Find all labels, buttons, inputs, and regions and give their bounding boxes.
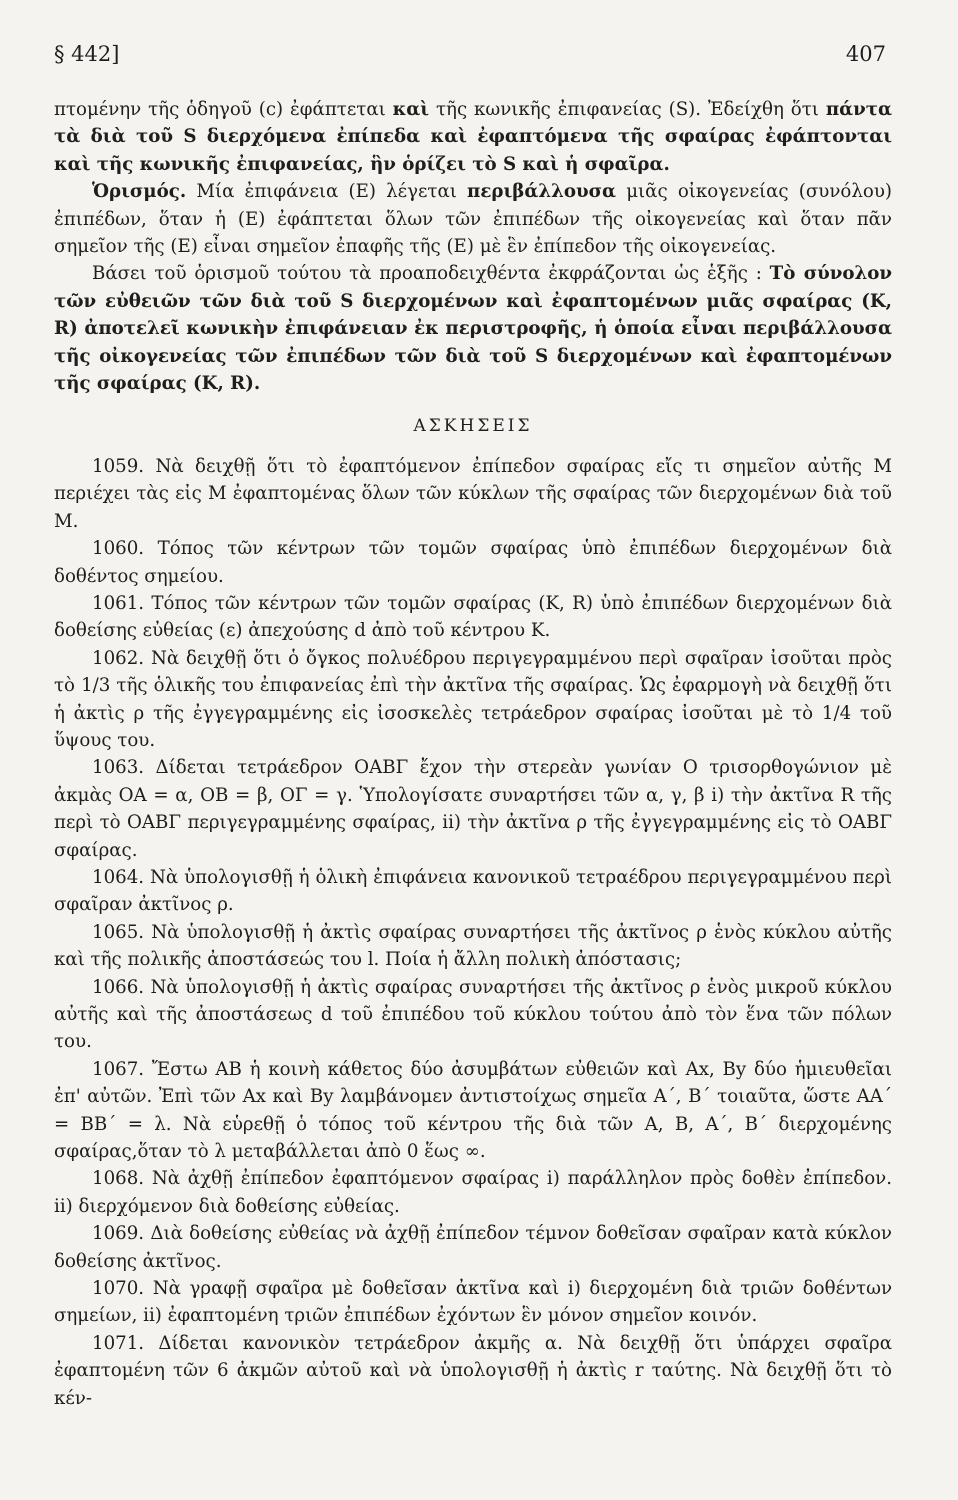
exercise-item [54,1056,892,1166]
definition-paragraph [54,178,892,260]
exercise-text: Νὰ γραφῇ σφαῖρα μὲ δοθεῖσαν ἀκτῖνα καὶ i) διερχομένη διὰ τριῶν δοθέντων σημείων, ii) ἐφαπτομένη τριῶν ἐπιπέδων ἐχόντων ἓν μόνον σημεῖον κοινόν. [54,1278,892,1327]
exercise-item [54,453,892,535]
exercise-text: Τόπος τῶν κέντρων τῶν τομῶν σφαίρας (K, R) ὑπὸ ἐπιπέδων διερχομένων διὰ δοθείσης εὐθείας (ε) ἀπεχούσης d ἀπὸ τοῦ κέντρου K. [54,592,892,642]
exercise-text: Δίδεται κανονικὸν τετράεδρον ἀκμῆς α. Νὰ δειχθῇ ὅτι ὑπάρχει σφαῖρα ἐφαπτομένη τῶν 6 ἀκμῶν αὐτοῦ καὶ νὰ ὑπολογισθῇ ἡ ἀκτὶς r ταύτης. Νὰ δειχθῇ ὅτι τὸ κέν- [54,1332,892,1409]
page-number: 407 [845,42,886,66]
exercise-number: 1068. [92,1168,145,1190]
consequence-lead: Βάσει τοῦ ὁρισμοῦ τούτου τὰ προαποδειχθέντα ἐκφράζονται ὡς ἑξῆς : [92,263,762,285]
exercise-number: 1071. [92,1332,145,1354]
exercise-text: Διὰ δοθείσης εὐθείας νὰ ἀχθῇ ἐπίπεδον τέμνον δοθεῖσαν σφαῖραν κατὰ κύκλον δοθείσης ἀκτῖνος. [54,1223,892,1272]
exercise-text: Νὰ ὑπολογισθῇ ἡ ἀκτὶς σφαίρας συναρτήσει τῆς ἀκτῖνος ρ ἑνὸς κύκλου αὐτῆς καὶ τῆς πολικῆς ἀποστάσεώς του l. Ποία ἡ ἄλλη πολικὴ ἀπόστασις; [54,921,892,971]
page-body [54,96,892,1412]
definition-text-2: μιᾶς οἰκογενείας (συνόλου) ἐπιπέδων, ὅταν ἡ (E) ἐφάπτεται ὅλων τῶν ἐπιπέδων τῆς οἰκογενείας καὶ ὅταν πᾶν σημεῖον τῆς (E) εἶναι σημεῖον ἐπαφῆς τῆς (E) μὲ ἓν ἐπίπεδον τῆς οἰκογενείας. [54,181,892,258]
definition-text: Μία ἐπιφάνεια (E) λέγεται [186,181,468,203]
exercise-item [54,1275,892,1330]
intro-bold-statement: πάντα τὰ διὰ τοῦ S διερχόμενα ἐπίπεδα καὶ ἐφαπτόμενα τῆς σφαίρας ἐφάπτονται καὶ τῆς κωνικῆς ἐπιφανείας, ἣν ὁρίζει τὸ S καὶ ἡ σφαῖρα. [54,99,892,175]
exercise-number: 1062. [92,647,145,669]
exercises-heading: ΑΣΚΗΣΕΙΣ [413,416,533,437]
exercise-text: Νὰ ὑπολογισθῇ ἡ ἀκτὶς σφαίρας συναρτήσει τῆς ἀκτῖνος ρ ἑνὸς μικροῦ κύκλου αὐτῆς καὶ τῆς ἀποστάσεως d τοῦ ἐπιπέδου τοῦ κύκλου τούτου ἀπὸ τὸν ἕνα τῶν πόλων του. [54,976,892,1053]
exercise-text: Νὰ δειχθῇ ὅτι ὁ ὄγκος πολυέδρου περιγεγραμμένου περὶ σφαῖραν ἰσοῦται πρὸς τὸ 1/3 τῆς ὁλικῆς του ἐπιφανείας ἐπὶ τὴν ἀκτῖνα τῆς σφαίρας. Ὡς ἐφαρμογὴ νὰ δειχθῇ ὅτι ἡ ἀκτὶς ρ τῆς ἐγγεγραμμένης εἰς ἰσοσκελὲς τετράεδρον σφαίρας ἰσοῦται μὲ τὸ 1/4 τοῦ ὕψους του. [54,647,892,751]
exercise-number: 1060. [92,538,145,560]
exercise-item [54,864,892,919]
intro-text: πτομένην τῆς ὁδηγοῦ (c) ἐφάπτεται [54,99,393,120]
exercise-number: 1061. [92,592,145,614]
exercise-number: 1065. [92,921,145,943]
section-reference: § 442] [54,42,120,66]
exercise-number: 1066. [92,976,145,998]
exercise-text: Νὰ ἀχθῇ ἐπίπεδον ἐφαπτόμενον σφαίρας i) παράλληλον πρὸς δοθὲν ἐπίπεδον. ii) διερχόμενον διὰ δοθείσης εὐθείας. [54,1168,892,1217]
intro-paragraph [54,96,892,178]
exercise-number: 1059. [92,455,145,477]
exercise-item [54,919,892,974]
definition-term: περιβάλλουσα [467,181,617,203]
intro-text-2: τῆς κωνικῆς ἐπιφανείας (S). Ἐδείχθη ὅτι [429,99,826,120]
exercise-item [54,1165,892,1220]
page-header [54,40,886,68]
exercise-text: Νὰ δειχθῇ ὅτι τὸ ἐφαπτόμενον ἐπίπεδον σφαίρας εἴς τι σημεῖον αὐτῆς Μ περιέχει τὰς εἰς Μ ἐφαπτομένας ὅλων τῶν κύκλων τῆς σφαίρας τῶν διερχομένων διὰ τοῦ Μ. [54,455,892,532]
definition-label: Ὁρισμός. [92,181,187,203]
exercise-item [54,754,892,864]
exercise-number: 1067. [92,1058,145,1080]
exercise-item [54,1330,892,1412]
exercise-number: 1070. [92,1278,145,1300]
consequence-statement: Τὸ σύνολον τῶν εὐθειῶν τῶν διὰ τοῦ S διερχομένων καὶ ἐφαπτομένων μιᾶς σφαίρας (K, R) ἀποτελεῖ κωνικὴν ἐπιφάνειαν ἐκ περιστροφῆς, ἡ ὁποία εἶναι περιβάλλουσα τῆς οἰκογενείας τῶν ἐπιπέδων τῶν διὰ τοῦ S διερχομένων καὶ ἐφαπτομένων τῆς σφαίρας (K, R). [54,263,892,395]
consequence-paragraph [54,260,892,397]
intro-bold-kai: καὶ [392,99,430,120]
exercise-item [54,645,892,755]
exercise-item [54,1220,892,1275]
exercise-text: Ἔστω ΑΒ ἡ κοινὴ κάθετος δύο ἀσυμβάτων εὐθειῶν καὶ Αx, Βy δύο ἡμιευθεῖαι ἐπ' αὐτῶν. Ἐπὶ τῶν Αx καὶ Βy λαμβάνομεν ἀντιστοίχως σημεῖα Α΄, Β΄ τοιαῦτα, ὥστε ΑΑ΄ = ΒΒ΄ = λ. Νὰ εὑρεθῇ ὁ τόπος τοῦ κέντρου τῆς διὰ τῶν Α, Β, Α΄, Β΄ διερχομένης σφαίρας,ὅταν τὸ λ μεταβάλλεται ἀπὸ 0 ἕως ∞. [54,1058,892,1163]
exercise-item [54,535,892,590]
exercise-item [54,974,892,1056]
exercise-number: 1069. [92,1223,145,1245]
exercise-text: Τόπος τῶν κέντρων τῶν τομῶν σφαίρας ὑπὸ ἐπιπέδων διερχομένων διὰ δοθέντος σημείου. [54,538,892,587]
exercise-number: 1064. [92,866,145,888]
exercise-text: Δίδεται τετράεδρον ΟΑΒΓ ἔχον τὴν στερεὰν γωνίαν Ο τρισορθογώνιον μὲ ἀκμὰς ΟΑ = α, ΟΒ = β, ΟΓ = γ. Ὑπολογίσατε συναρτήσει τῶν α, γ, β i) τὴν ἀκτῖνα R τῆς περὶ τὸ ΟΑΒΓ περιγεγραμμένης σφαίρας, ii) τὴν ἀκτῖνα ρ τῆς ἐγγεγραμμένης εἰς τὸ ΟΑΒΓ σφαίρας. [54,757,892,861]
exercise-number: 1063. [92,757,145,779]
exercise-item [54,590,892,645]
exercise-text: Νὰ ὑπολογισθῇ ἡ ὁλικὴ ἐπιφάνεια κανονικοῦ τετραέδρου περιγεγραμμένου περὶ σφαῖραν ἀκτῖνος ρ. [54,866,892,916]
